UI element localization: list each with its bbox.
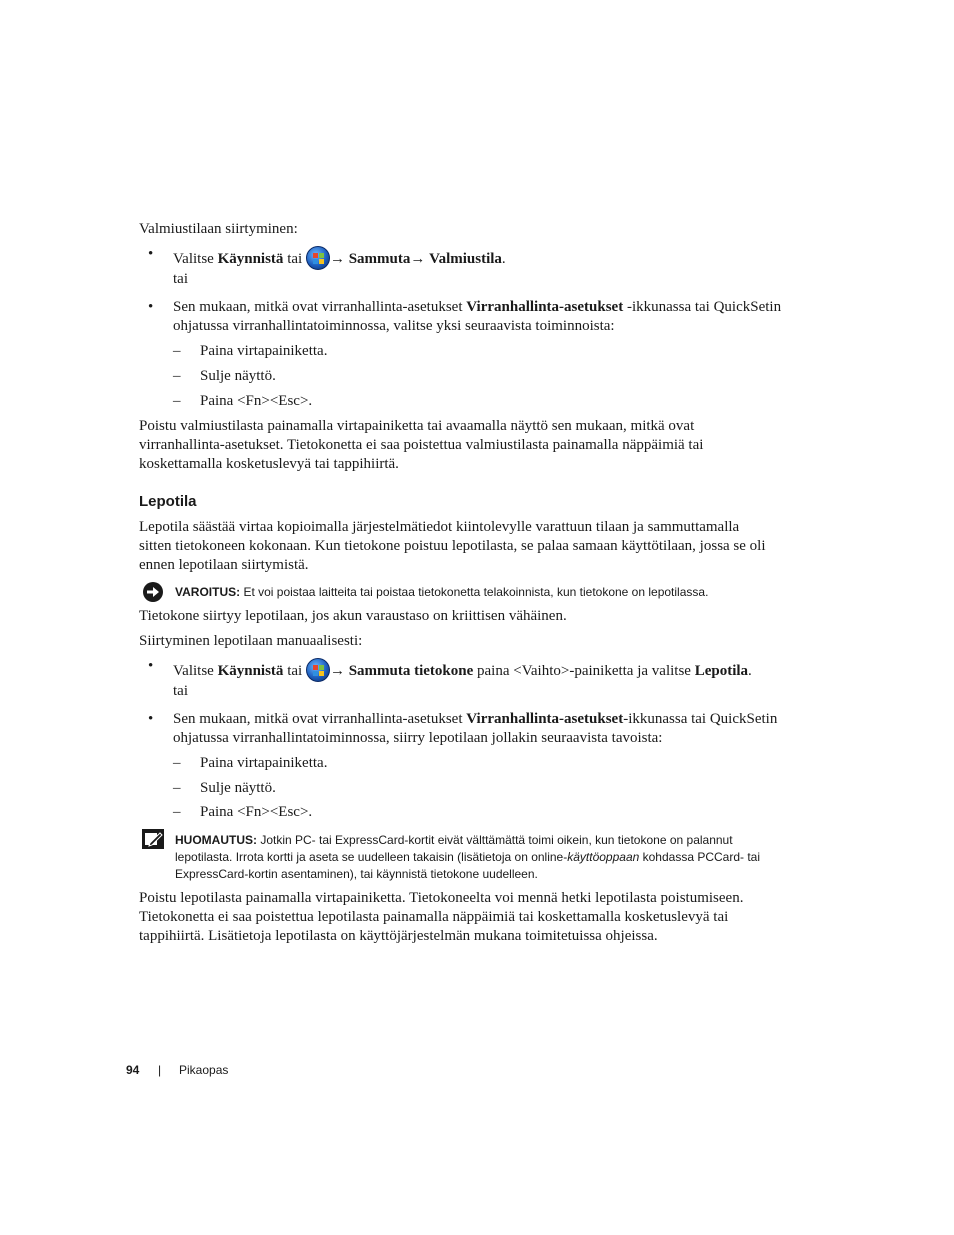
note-text-line3: ExpressCard-kortin asentaminen), tai käynnistä tietokone uudelleen. (175, 867, 538, 881)
text-span: paina <Vaihto>-painiketta ja valitse (473, 663, 695, 679)
text-span: -ikkunassa tai QuickSetin (623, 711, 778, 727)
hibernate-instruction (173, 658, 752, 682)
paragraph-line: ennen lepotilaan siirtymistä. (139, 557, 309, 573)
windows-start-icon (306, 246, 330, 270)
shutdown-label: Sammuta (348, 251, 411, 267)
dash-item: Paina virtapainiketta. (200, 755, 328, 771)
paragraph-line: Siirtyminen lepotilaan manuaalisesti: (139, 633, 363, 649)
power-settings-text-line1 (173, 711, 777, 728)
paragraph-line: virranhallinta-asetukset. Tietokonetta ei saa poistettua valmiustilasta painamalla näppäimiä tai (139, 437, 704, 453)
arrow-glyph: → (329, 663, 349, 679)
arrow-glyph: → (410, 251, 430, 267)
dash-item: Sulje näyttö. (200, 780, 276, 796)
note-body: kohdassa PCCard- tai (639, 850, 761, 864)
caution-text (175, 583, 708, 601)
footer-title: Pikaopas (179, 1063, 229, 1077)
caution-body: Et voi poistaa laitteita tai poistaa tietokonetta telakoinnista, kun tietokone on lepotilassa. (240, 585, 709, 599)
paragraph-line: Poistu valmiustilasta painamalla virtapainiketta tai avaamalla näyttö sen mukaan, mitkä ovat (139, 418, 695, 434)
note-text-line1 (175, 831, 733, 849)
text-span: Valitse (173, 663, 218, 679)
arrow-glyph: → (329, 251, 349, 267)
power-settings-text-line2: ohjatussa virranhallintatoiminnossa, valitse yksi seuraavista toiminnoista: (173, 318, 615, 334)
dash-item: Sulje näyttö. (200, 368, 276, 384)
dash-item: Paina <Fn><Esc>. (200, 393, 313, 409)
start-label: Käynnistä (217, 251, 284, 267)
paragraph-line: Lepotila säästää virtaa kopioimalla järjestelmätiedot kiintolevylle varattuun tilaan ja sammuttamalla (139, 519, 740, 535)
windows-start-icon (306, 658, 330, 682)
bullet-marker: • (148, 711, 154, 727)
dash-marker: – (173, 368, 181, 384)
note-pencil-icon (142, 829, 164, 854)
bullet-marker: • (148, 658, 154, 674)
dash-marker: – (173, 393, 181, 409)
paragraph-line: sitten tietokoneen kokonaan. Kun tietokone poistuu lepotilasta, se palaa samaan käyttötilaan, jossa se oli (139, 538, 766, 554)
power-settings-text-line1 (173, 299, 781, 316)
bullet-marker: • (148, 299, 154, 315)
paragraph-line: Poistu lepotilasta painamalla virtapainiketta. Tietokoneelta voi mennä hetki lepotilasta poistumiseen. (139, 890, 744, 906)
start-label: Käynnistä (217, 663, 284, 679)
user-guide-reference: käyttöoppaan (567, 850, 640, 864)
text-span: . (501, 251, 506, 267)
caution-label: VAROITUS: (175, 585, 241, 599)
text-span: Sen mukaan, mitkä ovat virranhallinta-asetukset (173, 711, 467, 727)
or-text: tai (173, 271, 188, 287)
text-span: Valitse (173, 251, 218, 267)
shutdown-computer-label: Sammuta tietokone (348, 663, 474, 679)
note-body: Jotkin PC- tai ExpressCard-kortit eivät välttämättä toimi oikein, kun tietokone on palannut (257, 833, 733, 847)
standby-label: Valmiustila (429, 251, 502, 267)
dash-marker: – (173, 780, 181, 796)
dash-marker: – (173, 804, 181, 820)
power-settings-text-line2: ohjatussa virranhallintatoiminnossa, siirry lepotilaan jollakin seuraavista tavoista: (173, 730, 663, 746)
dash-item: Paina <Fn><Esc>. (200, 804, 313, 820)
note-text-line2 (175, 848, 760, 866)
bullet-marker: • (148, 246, 154, 262)
text-span: tai (283, 251, 306, 267)
section-heading: Lepotila (139, 493, 197, 510)
paragraph-line: tappihiirtä. Lisätietoja lepotilasta on käyttöjärjestelmän mukana toimitetuissa ohjeissa. (139, 928, 658, 944)
dash-marker: – (173, 343, 181, 359)
text-span: tai (283, 663, 306, 679)
power-settings-label: Virranhallinta-asetukset (466, 711, 624, 727)
text-span: . (748, 663, 752, 679)
text-span: -ikkunassa tai QuickSetin (623, 299, 782, 315)
page-number: 94 (126, 1063, 140, 1077)
intro-text: Valmiustilaan siirtyminen: (139, 221, 298, 237)
power-settings-label: Virranhallinta-asetukset (466, 299, 624, 315)
dash-marker: – (173, 755, 181, 771)
footer-separator: | (158, 1063, 162, 1077)
paragraph-line: Tietokonetta ei saa poistettua lepotilasta painamalla näppäimiä tai koskettamalla kosketuslevyä tai (139, 909, 729, 925)
or-text: tai (173, 683, 188, 699)
note-label: HUOMAUTUS: (175, 833, 257, 847)
text-span: Sen mukaan, mitkä ovat virranhallinta-asetukset (173, 299, 467, 315)
hibernate-label: Lepotila (694, 663, 749, 679)
standby-instruction (173, 246, 506, 270)
paragraph-line: Tietokone siirtyy lepotilaan, jos akun varaustaso on kriittisen vähäinen. (139, 608, 567, 624)
paragraph-line: koskettamalla kosketuslevyä tai tappihiirtä. (139, 456, 399, 472)
dash-item: Paina virtapainiketta. (200, 343, 328, 359)
note-body: lepotilasta. Irrota kortti ja aseta se uudelleen takaisin (lisätietoja on online- (175, 850, 568, 864)
caution-icon (142, 581, 164, 608)
